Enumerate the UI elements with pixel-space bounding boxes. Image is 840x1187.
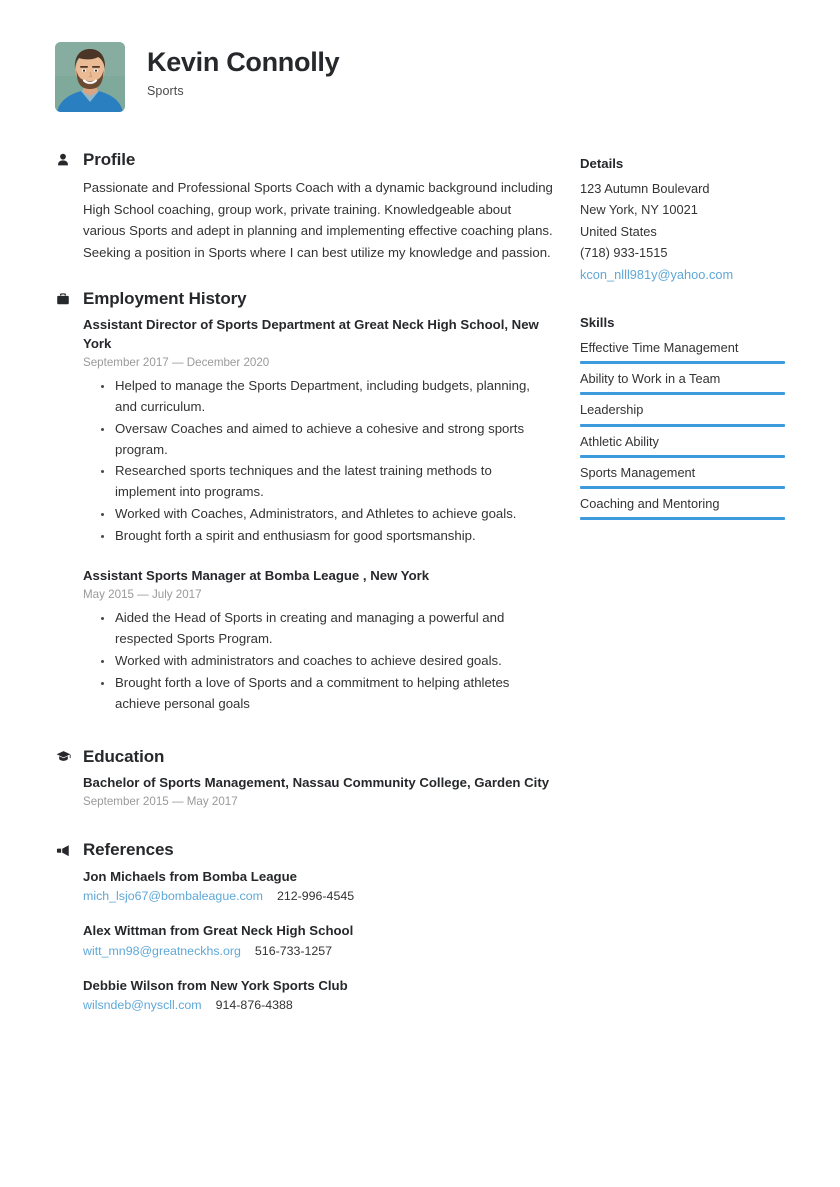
graduation-cap-icon: [55, 749, 71, 765]
employment-entry: [83, 316, 555, 547]
employment-entry: [83, 567, 555, 715]
name-block: [147, 42, 339, 98]
bullet-item: Worked with Coaches, Administrators, and Athletes to achieve goals.: [101, 504, 555, 525]
skill-level-bar: [580, 517, 785, 520]
section-header-employment: [55, 289, 555, 309]
reference-contact: [83, 943, 555, 961]
education-entry-date: September 2015 — May 2017: [83, 795, 238, 809]
user-photo-icon: [55, 42, 125, 112]
resume-header: [55, 40, 785, 112]
reference-phone: 516-733-1257: [254, 943, 333, 958]
reference-contact: [83, 997, 555, 1015]
reference-phone: 212-996-4545: [276, 889, 355, 904]
bullet-item: Brought forth a love of Sports and a commitment to helping athletes achieve personal goals: [101, 673, 555, 715]
skill-item: [580, 494, 785, 520]
sidebar-column: [580, 150, 785, 548]
skill-level-bar: [580, 486, 785, 489]
detail-country: United States: [580, 223, 657, 239]
reference-item: [83, 868, 555, 906]
detail-email-link[interactable]: kcon_nlll981y@yahoo.com: [580, 266, 734, 282]
section-header-references: [55, 840, 555, 860]
sidebar-skills-title: Skills: [580, 315, 615, 331]
section-title-education: Education: [83, 746, 165, 766]
education-entry: [83, 774, 555, 810]
section-body-references: [55, 868, 555, 1015]
section-profile: [55, 150, 555, 263]
megaphone-icon: [55, 843, 71, 859]
bullet-item: Researched sports techniques and the latest training methods to implement into programs.: [101, 461, 555, 503]
skill-item: [580, 463, 785, 489]
profile-text: Passionate and Professional Sports Coach with a dynamic background including High School coaching, group work, private training. Knowledgeable about various Sports and adept in planning and implementing effective coaching plans. Seeking a position in Sports where I can best utilize my knowledge and passion.: [83, 180, 553, 260]
person-name: Kevin Connolly: [147, 47, 340, 77]
section-header-education: [55, 747, 555, 767]
briefcase-icon: [55, 291, 71, 307]
skill-label: Sports Management: [580, 464, 696, 480]
skill-level-bar: [580, 361, 785, 364]
section-title-employment: Employment History: [83, 288, 247, 308]
sidebar-skills-block: [580, 313, 785, 520]
reference-email-link[interactable]: mich_lsjo67@bombaleague.com: [83, 889, 263, 904]
section-title-references: References: [83, 840, 174, 860]
content-columns: [55, 150, 785, 1041]
section-body-employment: [55, 316, 555, 714]
section-education: [55, 747, 555, 811]
skill-level-bar: [580, 424, 785, 427]
skill-item: [580, 338, 785, 364]
avatar: [55, 42, 125, 112]
employment-entry-bullets: [83, 376, 555, 547]
skill-item: [580, 400, 785, 426]
bullet-item: Helped to manage the Sports Department, including budgets, planning, and curriculum.: [101, 376, 555, 418]
bullet-item: Brought forth a spirit and enthusiasm for good sportsmanship.: [101, 526, 555, 547]
section-body-education: [55, 774, 555, 810]
reference-contact: [83, 888, 555, 906]
employment-entry-bullets: [83, 608, 555, 714]
skill-level-bar: [580, 455, 785, 458]
bullet-item: Aided the Head of Sports in creating and managing a powerful and respected Sports Program.: [101, 608, 555, 650]
bullet-item: Worked with administrators and coaches to achieve desired goals.: [101, 651, 555, 672]
skill-label: Coaching and Mentoring: [580, 495, 720, 511]
job-title: Sports: [147, 83, 184, 98]
section-header-profile: [55, 150, 555, 170]
skill-level-bar: [580, 392, 785, 395]
reference-name: Jon Michaels from Bomba League: [83, 868, 297, 884]
reference-name: Debbie Wilson from New York Sports Club: [83, 977, 348, 993]
skill-label: Athletic Ability: [580, 433, 659, 449]
section-references: [55, 840, 555, 1015]
reference-item: [83, 922, 555, 960]
employment-entry-date: September 2017 — December 2020: [83, 355, 270, 369]
employment-entry-title: Assistant Director of Sports Department at Great Neck High School, New York: [83, 317, 539, 351]
skill-label: Effective Time Management: [580, 340, 739, 356]
skill-item: [580, 432, 785, 458]
reference-email-link[interactable]: witt_mn98@greatneckhs.org: [83, 943, 241, 958]
detail-address-line1: 123 Autumn Boulevard: [580, 180, 710, 196]
detail-address-line2: New York, NY 10021: [580, 202, 698, 218]
reference-email-link[interactable]: wilsndeb@nyscll.com: [83, 998, 202, 1013]
section-title-profile: Profile: [83, 150, 136, 169]
section-body-profile: [55, 177, 555, 263]
main-column: [55, 150, 555, 1041]
skill-label: Ability to Work in a Team: [580, 371, 721, 387]
skill-label: Leadership: [580, 402, 644, 418]
reference-name: Alex Wittman from Great Neck High School: [83, 923, 354, 939]
reference-phone: 914-876-4388: [215, 998, 293, 1013]
reference-item: [83, 977, 555, 1015]
sidebar-details-title: Details: [580, 156, 624, 171]
education-entry-title: Bachelor of Sports Management, Nassau Community College, Garden City: [83, 774, 550, 790]
bullet-item: Oversaw Coaches and aimed to achieve a cohesive and strong sports program.: [101, 419, 555, 461]
employment-entry-title: Assistant Sports Manager at Bomba League , New York: [83, 567, 430, 583]
section-employment: [55, 289, 555, 715]
detail-phone: (718) 933-1515: [580, 245, 668, 261]
employment-entry-date: May 2015 — July 2017: [83, 588, 202, 602]
sidebar-details-block: [580, 154, 785, 285]
person-icon: [55, 152, 71, 168]
skill-item: [580, 369, 785, 395]
